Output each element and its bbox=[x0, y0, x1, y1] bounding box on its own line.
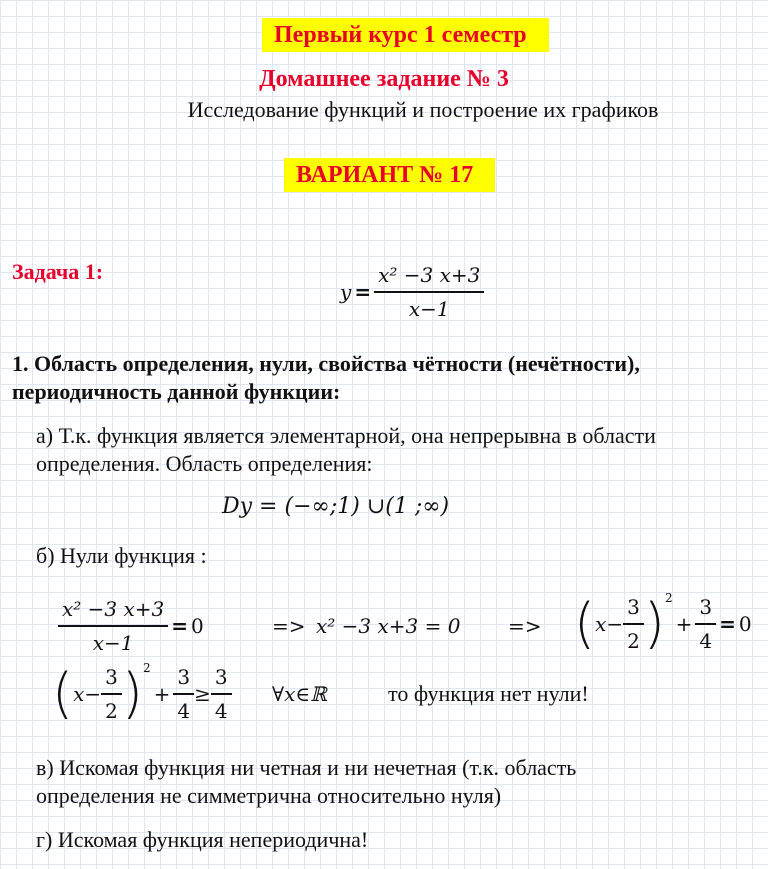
course-title: Первый курс 1 семестр bbox=[262, 18, 549, 52]
fn-numerator: x² −3 x+3 bbox=[374, 262, 484, 293]
part-v-line2: определения не симметрична относительно нуля) bbox=[36, 783, 502, 808]
task-label: Задача 1: bbox=[12, 259, 104, 284]
quadratic-equation: x² −3 x+3 = 0 bbox=[316, 614, 461, 638]
inequality-formula: ( x − $\frac{3}{2}$ ) 2 + $\frac{3}{4}$ ≥ $\frac{3}{4}$ bbox=[52, 664, 232, 724]
fn-denominator: x−1 bbox=[408, 297, 450, 321]
zero-eq-denominator: x−1 bbox=[92, 631, 134, 655]
topic-subtitle: Исследование функций и построение их графиков bbox=[187, 97, 659, 122]
forall-real: ∀x∈ℝ bbox=[272, 682, 327, 706]
section1-heading-line1: 1. Область определения, нули, свойства чётности (нечётности), bbox=[12, 351, 640, 376]
completed-square-equation: ( x − $\frac{3}{2}$ ) 2 + $\frac{3}{4}$ = 0 bbox=[574, 591, 752, 655]
section1-heading-line2: периодичность данной функции: bbox=[12, 379, 341, 404]
fn-lhs: y bbox=[340, 280, 352, 304]
part-v-line1: в) Искомая функция ни четная и ни нечетная (т.к. область bbox=[36, 755, 577, 780]
part-b-label: б) Нули функция : bbox=[36, 543, 207, 568]
part-a-line1: а) Т.к. функция является элементарной, она непрерывна в области bbox=[36, 423, 656, 448]
part-g-line1: г) Искомая функция непериодична! bbox=[36, 827, 369, 852]
implies-arrow-1: => bbox=[272, 614, 306, 638]
task-fraction bbox=[374, 262, 484, 322]
part-a-line2: определения. Область определения: bbox=[36, 451, 373, 476]
variant-title: ВАРИАНТ № 17 bbox=[284, 158, 495, 192]
domain-formula: Dy = (−∞;1) ∪(1 ;∞) bbox=[222, 494, 450, 519]
task-function-formula: y = $\frac{\text{x² −3 x+3}}{x-1}$ bbox=[340, 262, 484, 322]
completed-square-zero: 0 bbox=[738, 612, 752, 636]
zeros-conclusion: то функция нет нули! bbox=[388, 681, 589, 706]
homework-title: Домашнее задание № 3 bbox=[259, 66, 509, 92]
implies-arrow-2: => bbox=[508, 614, 542, 638]
zero-value: 0 bbox=[191, 614, 204, 638]
zero-equation-fraction: $\frac{\text{x² −3 x+3}}{x-1}$ = 0 bbox=[58, 596, 204, 656]
zero-eq-numerator: x² −3 x+3 bbox=[58, 596, 168, 627]
